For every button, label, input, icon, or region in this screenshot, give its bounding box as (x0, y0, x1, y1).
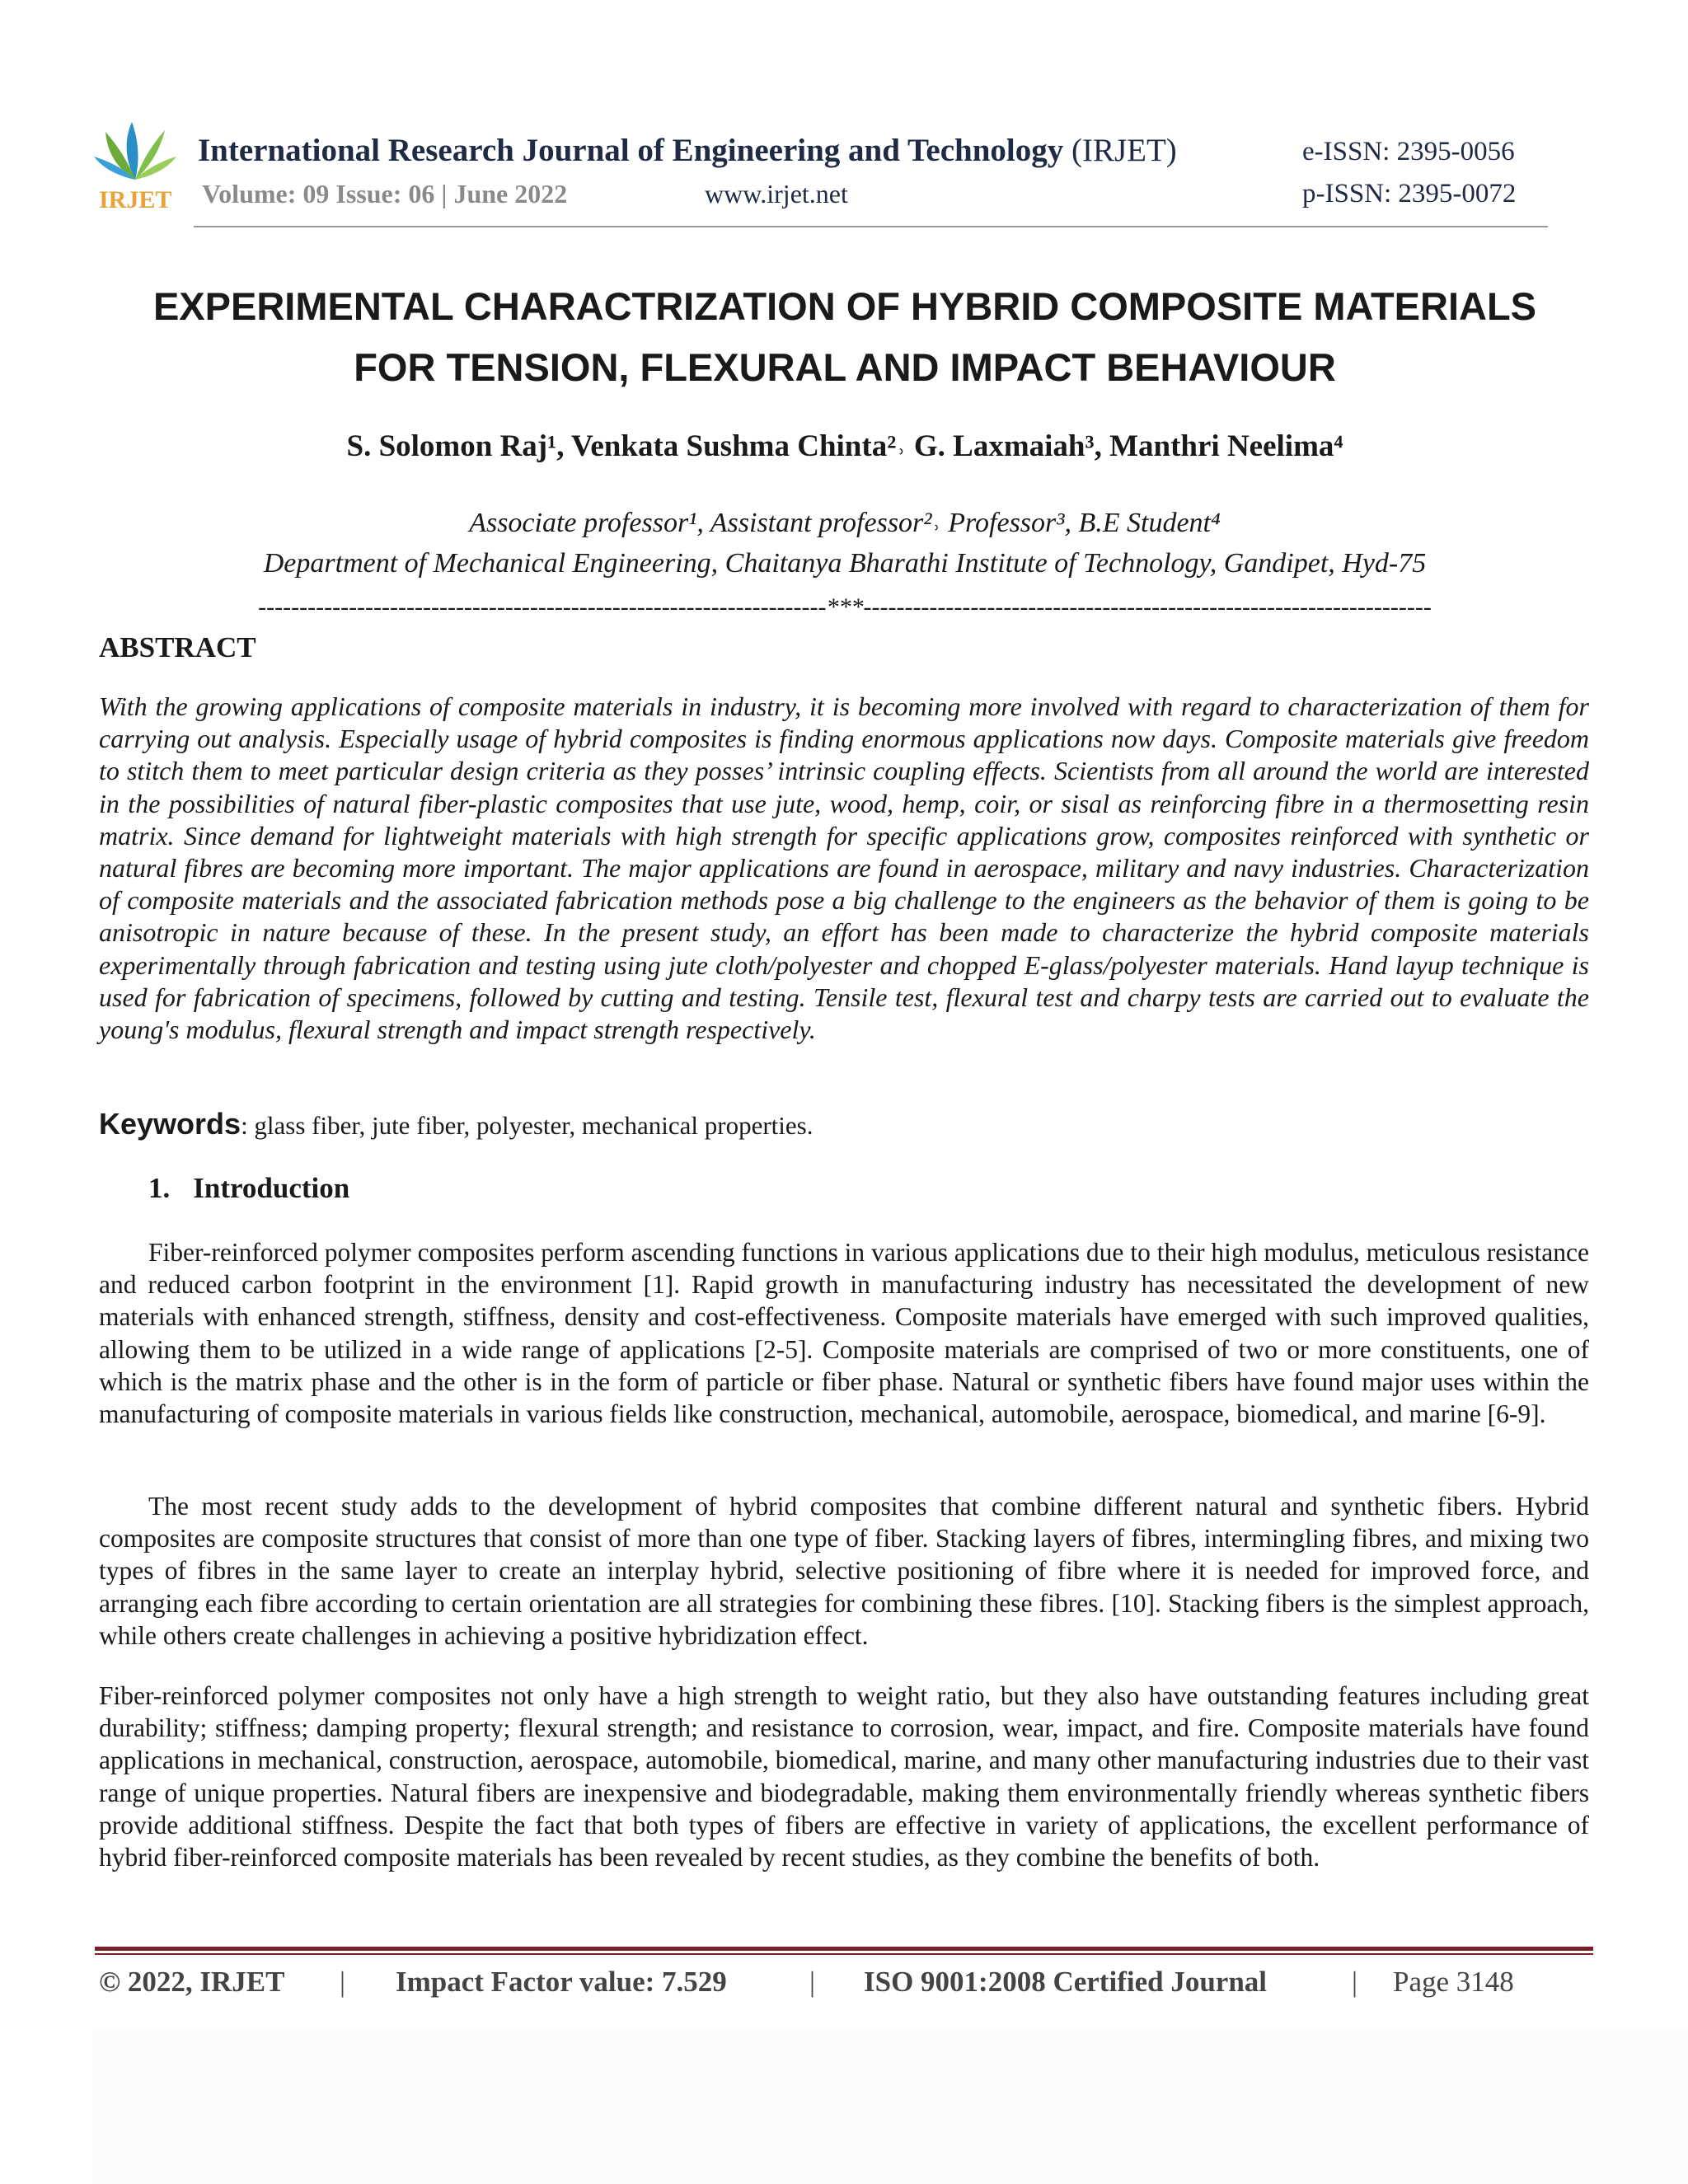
section-heading-introduction (148, 1172, 349, 1205)
intro-paragraph-2: The most recent study adds to the development of hybrid composites that combine different natural and synthetic fibers. Hybrid composites are composite structures that consist of more than one type of fiber. Stacking layers of fibres, intermingling fibres, and mixing two types of fibres in the same layer to create an interplay hybrid, selective positioning of fibre where it is needed for improved force, and arranging each fibre according to certain orientation are all strategies for combining these fibres. [10]. Stacking fibers is the simplest approach, while others create challenges in achieving a positive hybridization effect. (99, 1492, 1589, 1650)
intro-paragraph-1: Fiber-reinforced polymer composites perform ascending functions in various applications due to their high modulus, meticulous resistance and reduced carbon footprint in the environment [1]. Rapid growth in manufacturing industry has necessitated the development of new materials with enhanced strength, stiffness, density and cost-effectiveness. Composite materials have emerged with such improved qualities, allowing them to be utilized in a wide range of applications [2-5]. Composite materials are comprised of two or more constituents, one of which is the matrix phase and the other is in the form of particle or fiber phase. Natural or synthetic fibers have found major uses within the manufacturing of composite materials in various fields like construction, mechanical, automobile, aerospace, biomedical, and marine [6-9]. (99, 1238, 1589, 1429)
abstract-heading: ABSTRACT (99, 631, 256, 663)
footer-separator: | (809, 1966, 816, 1998)
section-number: 1. (148, 1172, 171, 1204)
title-line-1: EXPERIMENTAL CHARACTRIZATION OF HYBRID COMPOSITE MATERIALS (152, 284, 1537, 328)
logo-text: IRJET (99, 186, 172, 213)
footer-rule-thin (95, 1953, 1593, 1955)
keywords (99, 1107, 813, 1141)
affiliation-roles: Associate professor¹, Assistant professor²˒ Professor³, B.E Student⁴ (469, 508, 1221, 538)
journal-name (198, 132, 1177, 169)
abstract-text: With the growing applications of composite materials in industry, it is becoming more involved with regard to characterization of them for carrying out analysis. Especially usage of hybrid composites is finding enormous applications now days. Composite materials give freedom to stitch them to meet particular design criteria as they posses’ intrinsic coupling effects. Scientists from all around the world are interested in the possibilities of natural fiber-plastic composites that use jute, wood, hemp, coir, or sisal as reinforcing fibre in a thermosetting resin matrix. Since demand for lightweight materials with high strength for specific applications grow, composites reinforced with synthetic or natural fibres are becoming more important. The major applications are found in aerospace, military and navy industries. Characterization of composite materials and the associated fabrication methods pose a big challenge to the engineers as the behavior of them is going to be anisotropic in nature because of these. In the present study, an effort has been made to characterize the hybrid composite materials experimentally through fabrication and testing using jute cloth/polyester and chopped E-glass/polyester materials. Hand layup technique is used for fabrication of specimens, followed by cutting and testing. Tensile test, flexural test and charpy tests are carried out to evaluate the young's modulus, flexural strength and impact strength respectively. (99, 691, 1589, 1045)
footer-impact-factor: Impact Factor value: 7.529 (396, 1966, 727, 1998)
leaf-logo-icon (92, 115, 179, 214)
page-bottom-margin (92, 2027, 1688, 2184)
journal-title: International Research Journal of Engineering and Technology (198, 133, 1064, 168)
keywords-label: Keywords (99, 1107, 241, 1141)
keywords-text: : glass fiber, jute fiber, polyester, mechanical properties. (241, 1111, 814, 1140)
paper-title (82, 276, 1607, 398)
authors: S. Solomon Raj¹, Venkata Sushma Chinta²˒ G. Laxmaiah³, Manthri Neelima⁴ (346, 429, 1343, 463)
journal-abbr: (IRJET) (1071, 133, 1177, 168)
footer-separator: | (1352, 1966, 1358, 1998)
title-line-2: FOR TENSION, FLEXURAL AND IMPACT BEHAVIOUR (354, 345, 1336, 389)
intro-paragraph-3: Fiber-reinforced polymer composites not only have a high strength to weight ratio, but they also have outstanding features including great durability; stiffness; damping property; flexural strength; and resistance to corrosion, wear, impact, and fire. Composite materials have found applications in mechanical, construction, aerospace, automobile, biomedical, marine, and many other manufacturing industries due to their vast range of unique properties. Natural fibers are inexpensive and biodegradable, making them environmentally friendly whereas synthetic fibers provide additional stiffness. Despite the fact that both types of fibers are effective in variety of applications, the excellent performance of hybrid fiber-reinforced composite materials has been revealed by recent studies, as they combine the benefits of both. (99, 1681, 1589, 1872)
irjet-logo (92, 115, 179, 214)
journal-website[interactable]: www.irjet.net (705, 179, 848, 209)
section-separator: ---------------------------------------------------------------------***--------------------------------------------------------------------- (258, 593, 1432, 621)
affiliation-department: Department of Mechanical Engineering, Chaitanya Bharathi Institute of Technology, Gandipet, Hyd-75 (263, 548, 1427, 579)
footer-iso: ISO 9001:2008 Certified Journal (864, 1966, 1268, 1998)
volume-issue: Volume: 09 Issue: 06 | June 2022 (202, 179, 568, 209)
footer-page-number: Page 3148 (1393, 1966, 1514, 1998)
eissn: e-ISSN: 2395-0056 (1302, 137, 1515, 166)
footer-rule-thick (95, 1947, 1593, 1951)
header-rule (194, 226, 1548, 227)
footer-copyright: © 2022, IRJET (99, 1966, 285, 1998)
section-title: Introduction (193, 1172, 350, 1204)
footer-separator: | (340, 1966, 346, 1998)
pissn: p-ISSN: 2395-0072 (1302, 179, 1517, 209)
